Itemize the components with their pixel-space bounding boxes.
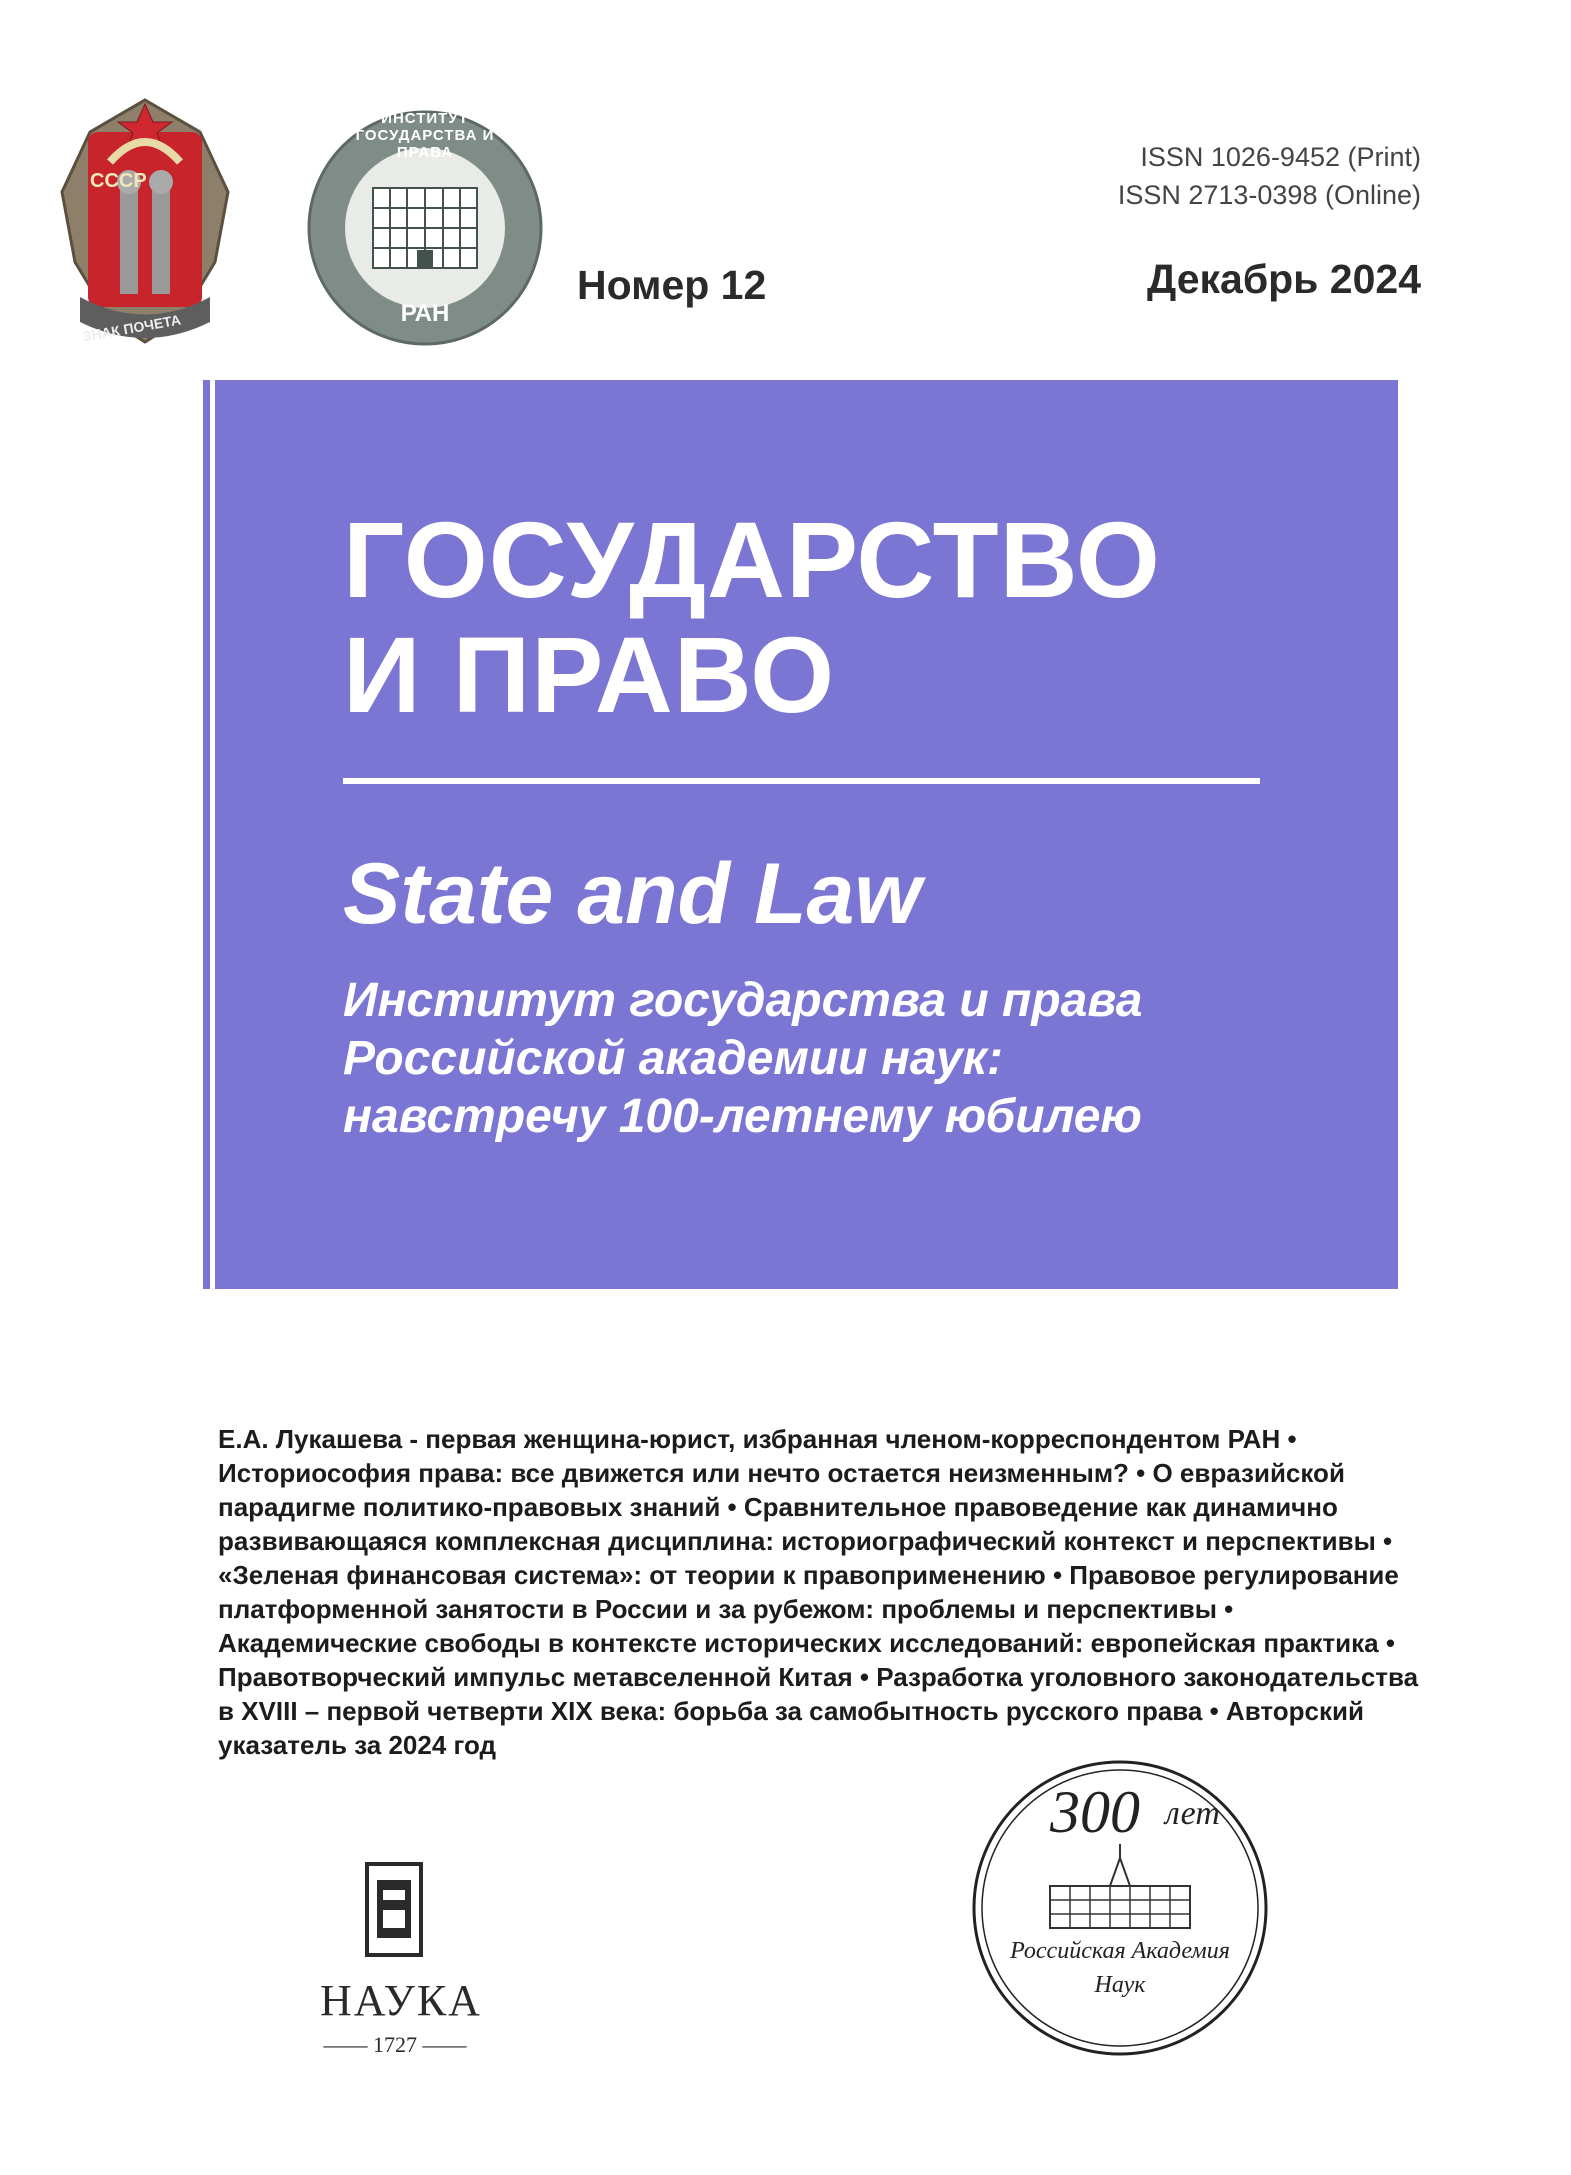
band-edge — [203, 380, 210, 1289]
contents-line: платформенной занятости в России и за рубежом: проблемы и перспективы • — [218, 1594, 1234, 1624]
title-divider — [343, 778, 1260, 784]
issn-print: ISSN 1026-9452 (Print) — [1140, 142, 1421, 172]
issue-date: Декабрь 2024 — [1146, 256, 1421, 302]
journal-title-english: State and Law — [343, 846, 922, 942]
issue-number: Номер 12 — [577, 262, 767, 308]
issue-subtitle — [343, 972, 1142, 1146]
contents-summary — [218, 1422, 1418, 1762]
publisher-year-row: —— 1727 —— — [323, 2032, 467, 2057]
contents-line: парадигме политико-правовых знаний • Сравнительное правоведение как динамично — [218, 1492, 1338, 1522]
subtitle-line: Российской академии наук: — [343, 1032, 1003, 1085]
subtitle-line: навстречу 100-летнему юбилею — [343, 1090, 1142, 1143]
journal-title-line2: И ПРАВО — [343, 614, 836, 735]
issn-online: ISSN 2713-0398 (Online) — [1117, 180, 1421, 210]
contents-line: указатель за 2024 год — [218, 1730, 497, 1760]
publisher-emblem-icon — [365, 1862, 423, 1957]
badge-text: СССР — [90, 170, 147, 192]
institute-logo-arc-text: ИНСТИТУТ ГОСУДАРСТВА И ПРАВА — [355, 110, 495, 161]
contents-line: Академические свободы в контексте исторических исследований: европейская практика • — [218, 1628, 1395, 1658]
contents-line: Историософия права: все движется или нечто остается неизменным? • О евразийской — [218, 1458, 1345, 1488]
anniversary-line1: Российская Академия — [1010, 1938, 1230, 1964]
contents-line: Правотворческий импульс метавселенной Китая • Разработка уголовного законодательства — [218, 1662, 1419, 1692]
publisher-logo — [320, 1975, 482, 2058]
contents-line: «Зеленая финансовая система»: от теории к правоприменению • Правовое регулирование — [218, 1560, 1399, 1590]
institute-logo-org: РАН — [400, 300, 450, 327]
anniversary-number: 300 — [1050, 1779, 1140, 1845]
contents-line: Е.А. Лукашева - первая женщина-юрист, избранная членом-корреспондентом РАН • — [218, 1424, 1297, 1454]
contents-line: развивающаяся комплексная дисциплина: историографический контекст и перспективы • — [218, 1526, 1393, 1556]
subtitle-line: Институт государства и права — [343, 974, 1143, 1027]
issn-block — [1118, 138, 1421, 214]
publisher-year: 1727 — [373, 2032, 417, 2057]
contents-line: в XVIII – первой четверти XIX века: борьба за самобытность русского права • Авторский — [218, 1696, 1364, 1726]
journal-title-line1: ГОСУДАРСТВО — [343, 499, 1161, 620]
badge-bottom-text: ЗНАК ПОЧЕТА — [81, 311, 182, 345]
order-badge-emblem — [50, 92, 240, 352]
publisher-name: НАУКА — [320, 1976, 482, 2025]
anniversary-line2: Наук — [1094, 1972, 1146, 1998]
anniversary-word: лет — [1165, 1795, 1220, 1832]
